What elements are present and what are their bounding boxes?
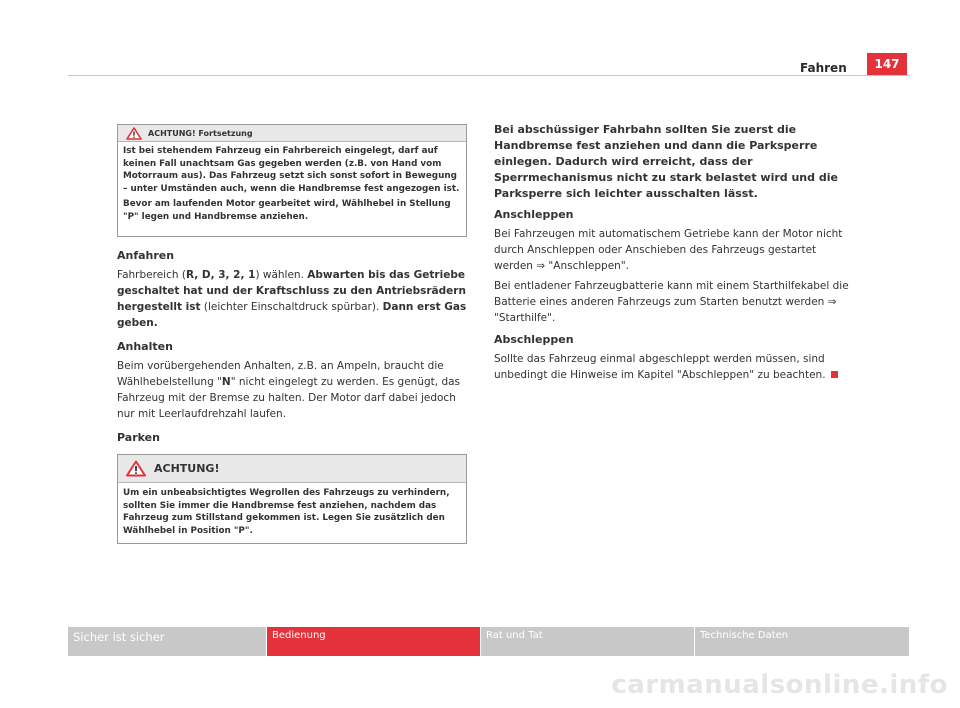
warning-box <box>117 454 467 544</box>
watermark: carmanualsonline.info <box>611 670 948 700</box>
anhalten-text: Beim vorübergehenden Anhalten, z.B. an Ampeln, braucht die Wählhebelstellung "N" nicht eingelegt zu werden. Es genügt, das Fahrzeug mit der Bremse zu halten. Der Motor darf dabei jedoch nur mit Leerlaufdrehzahl laufen. <box>117 360 461 420</box>
anschleppen-text-2: Bei entladener Fahrzeugbatterie kann mit einem Starthilfekabel die Batterie eines anderen Fahrzeugs zum Starten benutzt werden ⇒ "Starthilfe". <box>494 280 849 324</box>
warning-box-continued <box>117 124 467 237</box>
warning-box-header <box>118 125 466 142</box>
abschleppen-text: Sollte das Fahrzeug einmal abgeschleppt werden müssen, sind unbedingt die Hinweise im Kapitel "Abschleppen" zu beachten. <box>494 351 854 383</box>
warning-box-title: ACHTUNG! Fortsetzung <box>148 128 253 138</box>
section-heading-abschleppen: Abschleppen <box>494 333 574 346</box>
warning-paragraph: Ist bei stehendem Fahrzeug ein Fahrbereich eingelegt, darf auf keinen Fall unachtsam Gas gegeben werden (z.B. von Hand vom Motorraum aus). Das Fahrzeug setzt sich sonst sofort in Bewegung – unter Umständen auch, wenn die Handbremse fest angezogen ist. <box>123 146 460 194</box>
footer-tab-sicher[interactable]: Sicher ist sicher <box>68 627 266 656</box>
anfahren-text: Fahrbereich (R, D, 3, 2, 1) wählen. Abwarten bis das Getriebe geschaltet hat und der Kraftschluss zu den Antriebsrädern hergestellt ist (leichter Einschaltdruck spürbar). Dann erst Gas geben. <box>117 269 467 329</box>
anschleppen-text-1: Bei Fahrzeugen mit automatischem Getriebe kann der Motor nicht durch Anschleppen oder Anschieben des Fahrzeugs gestartet werden ⇒ "Anschleppen". <box>494 228 843 272</box>
end-square-icon <box>831 371 838 378</box>
section-heading-anhalten: Anhalten <box>117 340 173 353</box>
section-heading-parken: Parken <box>117 431 160 444</box>
warning-box-body <box>118 142 466 224</box>
section-heading-anschleppen: Anschleppen <box>494 208 574 221</box>
page-title: Fahren <box>800 61 847 75</box>
footer-tab-rat-und-tat[interactable]: Rat und Tat <box>481 627 694 656</box>
footer-tab-bedienung[interactable]: Bedienung <box>267 627 480 656</box>
warning-box-header <box>118 455 466 483</box>
header-rule <box>68 75 910 76</box>
left-column <box>117 248 467 449</box>
lead-paragraph: Bei abschüssiger Fahrbahn sollten Sie zuerst die Handbremse fest anziehen und dann die Parksperre einlegen. Dadurch wird erreicht, dass der Sperrmechanismus nicht zu stark belastet wird und die Parksperre sich leichter ausschalten lässt. <box>494 123 838 200</box>
section-heading-anfahren: Anfahren <box>117 249 175 262</box>
page-number: 147 <box>867 53 907 75</box>
warning-triangle-icon <box>126 460 146 477</box>
warning-box-title: ACHTUNG! <box>154 462 220 475</box>
warning-triangle-icon <box>126 127 142 140</box>
warning-paragraph: Bevor am laufenden Motor gearbeitet wird, Wählhebel in Stellung "P" legen und Handbremse anziehen. <box>123 199 451 222</box>
warning-box-body: Um ein unbeabsichtigtes Wegrollen des Fahrzeugs zu verhindern, sollten Sie immer die Handbremse fest anziehen, nachdem das Fahrzeug zum Stillstand gekommen ist. Legen Sie zusätzlich den Wählhebel in Position "P". <box>123 488 450 536</box>
footer-tab-technische-daten[interactable]: Technische Daten <box>695 627 909 656</box>
right-column <box>494 122 854 387</box>
